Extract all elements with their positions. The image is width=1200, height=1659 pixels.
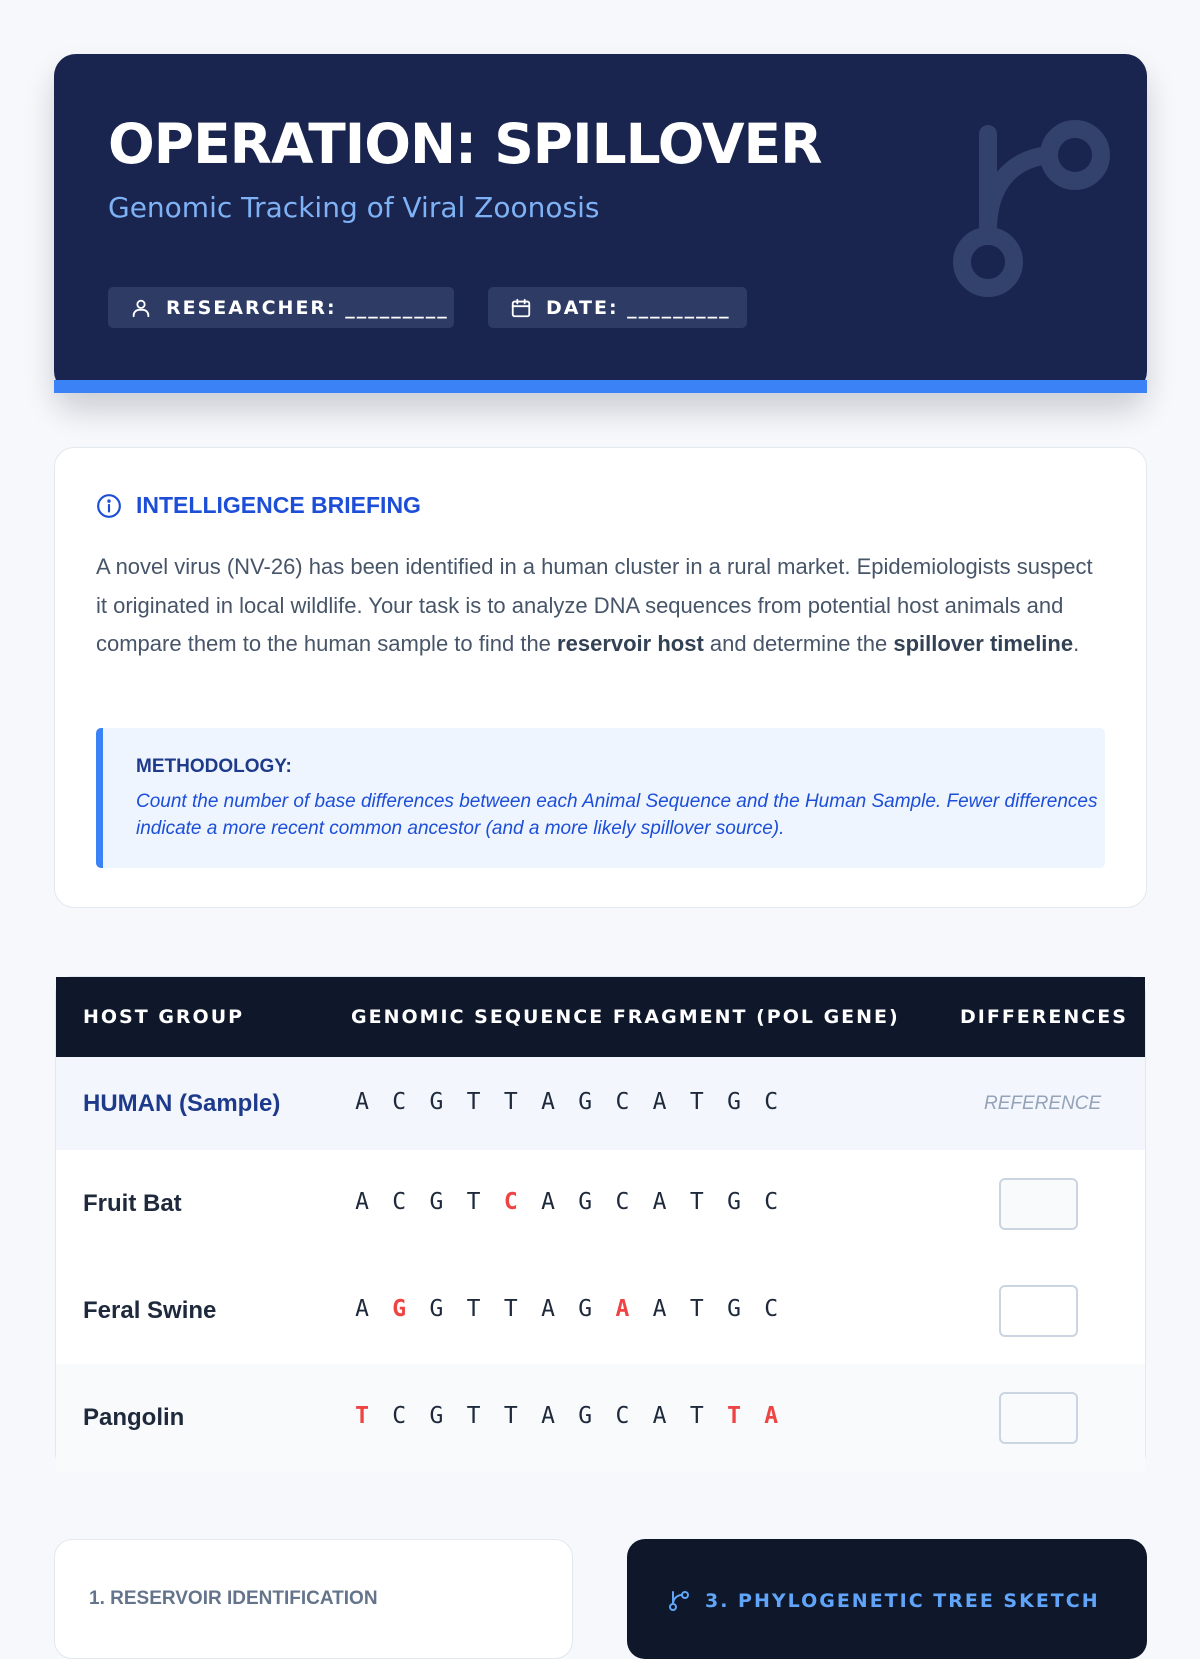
- sequence-base: C: [392, 1403, 407, 1429]
- column-header-sequence: GENOMIC SEQUENCE FRAGMENT (POL GENE): [351, 1006, 900, 1028]
- sequence-base: G: [578, 1296, 593, 1322]
- sequence-base: G: [578, 1088, 593, 1115]
- sequence-base: T: [503, 1296, 518, 1322]
- sequence-base: T: [689, 1403, 704, 1429]
- host-name: HUMAN (Sample): [83, 1089, 281, 1117]
- sequence-base: C: [615, 1088, 630, 1115]
- page-subtitle: Genomic Tracking of Viral Zoonosis: [108, 191, 600, 224]
- column-header-differences: DIFFERENCES: [960, 1006, 1128, 1028]
- briefing-emphasis-reservoir: reservoir host: [557, 631, 704, 656]
- column-header-host: HOST GROUP: [83, 1006, 245, 1028]
- table-row-fruit-bat: [56, 1150, 1145, 1258]
- methodology-text: Count the number of base differences between each Animal Sequence and the Human Sample. Fewer differences indicate a more recent common ancestor (and a more likely spillover source).: [136, 791, 1098, 839]
- sequence-base: T: [466, 1189, 481, 1215]
- reservoir-identification-card: [54, 1539, 573, 1659]
- sequence-base: A: [541, 1189, 555, 1215]
- sequence-base: G: [429, 1296, 444, 1322]
- briefing-text: [96, 548, 1106, 664]
- briefing-text-part: and determine the: [703, 631, 894, 656]
- briefing-heading: [96, 492, 421, 519]
- reservoir-identification-title: 1. RESERVOIR IDENTIFICATION: [89, 1588, 378, 1609]
- differences-input[interactable]: [999, 1285, 1078, 1337]
- phylogenetic-tree-title: [667, 1589, 1100, 1613]
- mutated-base: G: [392, 1296, 407, 1322]
- user-icon: [130, 297, 152, 319]
- sequence-base: A: [541, 1088, 555, 1115]
- table-row-feral-swine: [56, 1258, 1145, 1364]
- sequence-base: C: [615, 1403, 630, 1429]
- researcher-field[interactable]: [108, 287, 454, 328]
- sequence-base: A: [355, 1189, 369, 1215]
- researcher-label: RESEARCHER: _________: [166, 296, 449, 319]
- header-accent-bar: [54, 380, 1147, 393]
- info-icon: [96, 493, 122, 519]
- sequence-base: T: [503, 1088, 518, 1115]
- host-name: Pangolin: [83, 1404, 185, 1431]
- briefing-text-part: .: [1073, 631, 1080, 656]
- date-field[interactable]: [488, 287, 747, 328]
- date-label: DATE: _________: [546, 296, 731, 319]
- sequence-base: A: [652, 1189, 667, 1215]
- reference-label: REFERENCE: [984, 1092, 1102, 1114]
- calendar-icon: [510, 297, 532, 319]
- sequence-base: T: [689, 1296, 704, 1322]
- sequence-base: T: [689, 1189, 704, 1215]
- sequence-base: G: [727, 1088, 741, 1115]
- sequence-base: G: [578, 1403, 593, 1429]
- sequence-base: C: [615, 1189, 630, 1215]
- header-banner: [54, 54, 1147, 393]
- git-branch-icon: [892, 114, 1092, 314]
- differences-input[interactable]: [999, 1392, 1078, 1444]
- briefing-emphasis-timeline: spillover timeline: [893, 631, 1074, 656]
- sequence-base: A: [652, 1088, 667, 1115]
- briefing-card: [54, 447, 1147, 908]
- sequence-base: A: [355, 1088, 369, 1115]
- sequence-base: T: [466, 1403, 481, 1429]
- mutated-base: A: [764, 1403, 779, 1429]
- differences-input[interactable]: [999, 1178, 1078, 1230]
- host-name: Feral Swine: [83, 1297, 217, 1324]
- briefing-text-part: A novel virus (NV-26) has been identified in a human cluster in a rural market. Epidemiologists suspect it originated in local wildlife. Your task is to analyze DNA sequences from potential host animals and compare them to the human sample to find the: [96, 554, 1093, 656]
- mutated-base: T: [727, 1403, 741, 1429]
- sequence-base: G: [727, 1189, 741, 1215]
- mutated-base: A: [615, 1296, 630, 1322]
- sequence-base: G: [429, 1088, 444, 1115]
- table-header: [56, 977, 1145, 1057]
- methodology-label: METHODOLOGY:: [136, 756, 292, 777]
- sequence-base: A: [355, 1296, 369, 1322]
- git-branch-icon: [667, 1589, 691, 1613]
- host-name: Fruit Bat: [83, 1190, 182, 1217]
- sequence-base: G: [429, 1189, 444, 1215]
- sequence-base: G: [727, 1296, 741, 1322]
- methodology-callout: [96, 728, 1105, 868]
- table-row-human: [56, 1057, 1145, 1150]
- sequence-base: A: [652, 1296, 667, 1322]
- mutated-base: T: [355, 1403, 369, 1429]
- sequence-base: T: [466, 1296, 481, 1322]
- sequence-base: T: [689, 1088, 704, 1115]
- sequence-base: C: [764, 1189, 779, 1215]
- mutated-base: C: [503, 1189, 518, 1215]
- sequence-base: G: [429, 1403, 444, 1429]
- briefing-heading-text: INTELLIGENCE BRIEFING: [136, 492, 421, 518]
- sequence-base: T: [466, 1088, 481, 1115]
- sequence-base: A: [652, 1403, 667, 1429]
- sequence-base: A: [541, 1296, 555, 1322]
- phylogenetic-tree-title-text: 3. PHYLOGENETIC TREE SKETCH: [705, 1590, 1100, 1612]
- sequence-base: A: [541, 1403, 555, 1429]
- sequence-base: G: [578, 1189, 593, 1215]
- sequence-base: C: [392, 1189, 407, 1215]
- sequence-base: C: [764, 1296, 779, 1322]
- page-title: OPERATION: SPILLOVER: [108, 112, 822, 176]
- sequence-base: C: [764, 1088, 779, 1115]
- table-row-pangolin: [56, 1364, 1145, 1472]
- sequence-base: C: [392, 1088, 407, 1115]
- sequence-base: T: [503, 1403, 518, 1429]
- sequence-table: [55, 976, 1146, 1471]
- phylogenetic-tree-card: [627, 1539, 1147, 1659]
